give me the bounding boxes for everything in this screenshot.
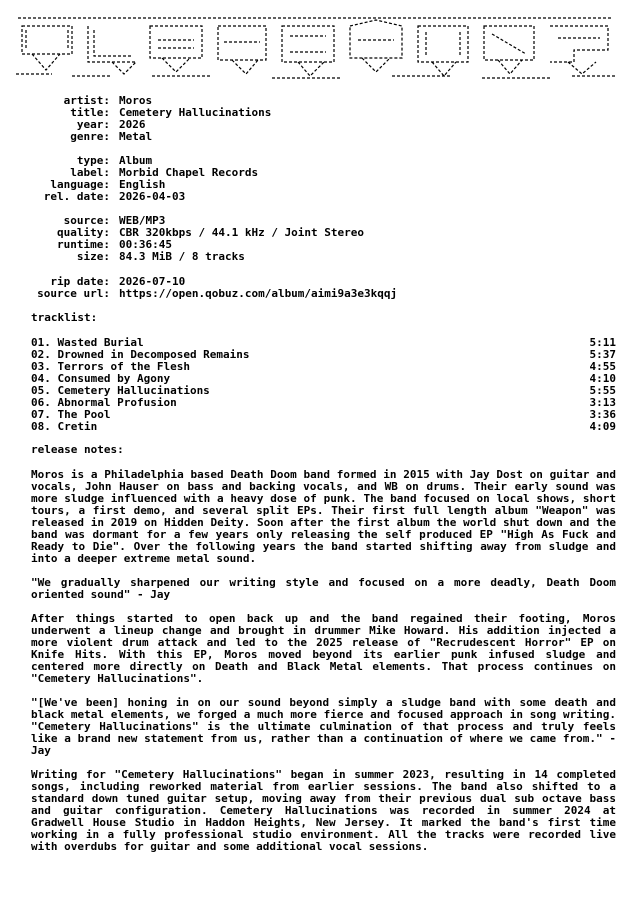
track-title: 07. The Pool <box>31 408 111 421</box>
field-value: 00:36:45 <box>119 238 172 251</box>
release-info-block <box>0 95 632 143</box>
field-value: 84.3 MiB / 8 tracks <box>119 250 245 263</box>
field-value: 2026-04-03 <box>119 190 186 203</box>
field-value: Album <box>119 154 153 167</box>
track-duration: 3:36 <box>589 408 616 421</box>
field-key: title: <box>70 106 110 119</box>
track-title: 06. Abnormal Profusion <box>31 396 177 409</box>
track-duration: 4:09 <box>589 420 616 433</box>
field-key: source url: <box>37 287 110 300</box>
field-key: type: <box>76 154 110 167</box>
ascii-banner-logo <box>12 14 620 82</box>
release-notes-quote: "We gradually sharpened our writing style and focused on a more deadly, Death Doom oriented sound" - Jay <box>31 576 616 601</box>
release-notes-paragraph: Moros is a Philadelphia based Death Doom band formed in 2015 with Jay Dost on guitar and vocals, John Hauser on bass and backing vocals, and WB on drums. Their early sound was more sludge influenced with a heavy dose of punk. The band focused on local shows, short tours, a first demo, and several split EPs. Their first full length album "Weapon" was released in 2019 on Hidden Deity. Soon after the first album the world shut down and the band was dormant for a few years only releasing the self produced EP "High As Fuck and Ready to Die". Over the following years the band started shifting away from sludge and into a deeper extreme metal sound. <box>31 468 616 565</box>
track-row <box>31 409 616 421</box>
release-notes-paragraph: Writing for "Cemetery Hallucinations" began in summer 2023, resulting in 14 completed songs, including reworked material from earlier sessions. The band also shifted to a standard down tuned guitar setup, moving away from their previous dual sub octave bass and guitar configuration. Cemetery Hallucinations was recorded in summer 2024 at Gradwell House Studio in Haddon Heights, New Jersey. It marked the band's first time working in a fully professional studio environment. All the tracks were recorded live with overdubs for guitar and some additional vocal sessions. <box>31 768 616 853</box>
field-key: rel. date: <box>43 190 110 203</box>
release-notes <box>31 469 616 853</box>
field-value: 2026 <box>119 118 146 131</box>
tracklist <box>31 337 616 433</box>
field-key: label: <box>70 166 110 179</box>
field-key: source: <box>63 214 110 227</box>
field-key: rip date: <box>50 275 110 288</box>
track-row <box>31 397 616 409</box>
track-row <box>31 421 616 433</box>
tracklist-heading: tracklist: <box>31 311 98 324</box>
audio-info-block <box>0 215 632 263</box>
field-size <box>0 251 632 263</box>
field-genre <box>0 131 632 143</box>
field-value: WEB/MP3 <box>119 214 166 227</box>
field-value: 2026-07-10 <box>119 275 186 288</box>
field-key: year: <box>76 118 110 131</box>
field-value: Metal <box>119 130 153 143</box>
track-title: 03. Terrors of the Flesh <box>31 360 190 373</box>
format-info-block <box>0 155 632 203</box>
release-notes-heading: release notes: <box>31 443 124 456</box>
track-duration: 4:10 <box>589 372 616 385</box>
track-title: 04. Consumed by Agony <box>31 372 171 385</box>
release-notes-quote: "[We've been] honing in on our sound beyond simply a sludge band with some death and black metal elements, we forged a much more fierce and focused approach in song writing. "Cemetery Hallucinations" is the ultimate culmination of that process and truly feels like a brand new statement from us, rather than a continuation of where we came from." - Jay <box>31 696 616 757</box>
track-title: 01. Wasted Burial <box>31 336 144 349</box>
track-title: 05. Cemetery Hallucinations <box>31 384 210 397</box>
field-key: quality: <box>57 226 110 239</box>
field-value: CBR 320kbps / 44.1 kHz / Joint Stereo <box>119 226 365 239</box>
track-duration: 3:13 <box>589 396 616 409</box>
field-release-date <box>0 191 632 203</box>
field-key: runtime: <box>57 238 110 251</box>
rip-info-block <box>0 276 632 300</box>
field-value: Moros <box>119 94 153 107</box>
field-value: English <box>119 178 166 191</box>
field-key: artist: <box>63 94 110 107</box>
field-value: Cemetery Hallucinations <box>119 106 272 119</box>
source-url-link[interactable]: https://open.qobuz.com/album/aimi9a3e3kqqj <box>119 287 398 300</box>
track-duration: 4:55 <box>589 360 616 373</box>
track-title: 08. Cretin <box>31 420 98 433</box>
track-duration: 5:11 <box>589 336 616 349</box>
field-source-url <box>0 288 632 300</box>
field-key: size: <box>76 250 110 263</box>
release-notes-paragraph: After things started to open back up and the band regained their footing, Moros underwent a lineup change and brought in drummer Mike Howard. His addition injected a more violent drum attack and led to the 2025 release of "Recrudescent Horror" EP on Knife Hits. With this EP, Moros moved beyond its earlier punk infused sludge and centered more directly on Death and Black Metal elements. That process continues on "Cemetery Hallucinations". <box>31 612 616 685</box>
track-title: 02. Drowned in Decomposed Remains <box>31 348 250 361</box>
field-key: language: <box>50 178 110 191</box>
track-duration: 5:37 <box>589 348 616 361</box>
track-duration: 5:55 <box>589 384 616 397</box>
field-key: genre: <box>70 130 110 143</box>
field-value: Morbid Chapel Records <box>119 166 259 179</box>
